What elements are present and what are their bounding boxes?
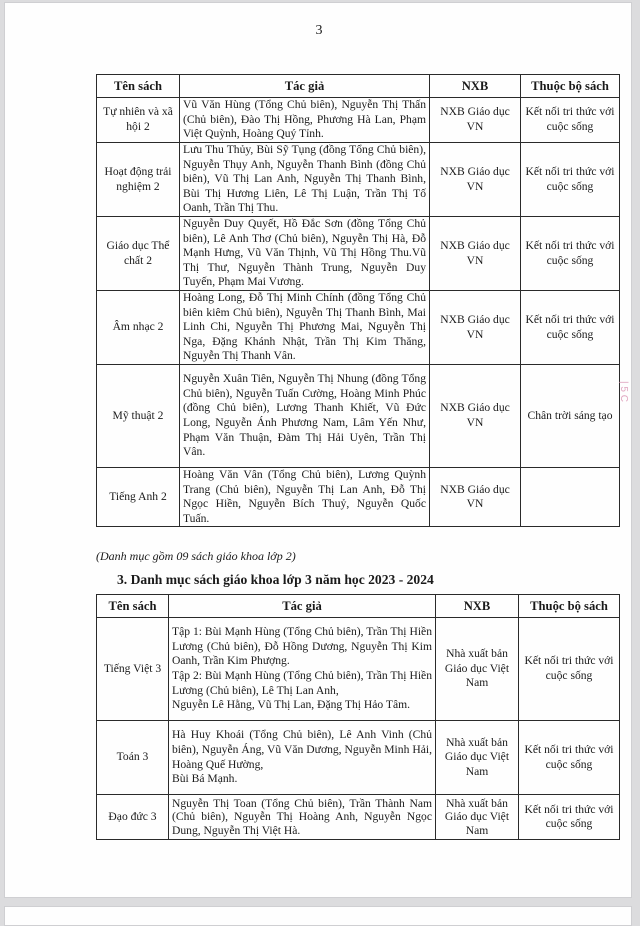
header-nxb: NXB xyxy=(436,595,519,618)
book-authors: Vũ Văn Hùng (Tổng Chủ biên), Nguyễn Thị Thấn (Chủ biên), Đào Thị Hồng, Phương Hà Lan, Phạm Việt Quỳnh, Hoàng Quý Tỉnh. xyxy=(180,98,430,143)
stamp-mark: | 5 C xyxy=(618,381,629,402)
book-name: Mỹ thuật 2 xyxy=(97,365,180,468)
section-heading: 3. Danh mục sách giáo khoa lớp 3 năm học 2023 - 2024 xyxy=(117,572,434,587)
textbook-table-grade-3 xyxy=(96,594,620,840)
book-series: Kết nối tri thức với cuộc sống xyxy=(519,795,620,840)
header-ten-sach: Tên sách xyxy=(97,75,180,98)
book-series: Kết nối tri thức với cuộc sống xyxy=(521,217,620,291)
book-publisher: Nhà xuất bản Giáo dục Việt Nam xyxy=(436,721,519,795)
header-tac-gia: Tác giả xyxy=(169,595,436,618)
book-name: Âm nhạc 2 xyxy=(97,291,180,365)
author-line: Tập 1: Bùi Mạnh Hùng (Tổng Chủ biên), Trần Thị Hiền Lương (Chủ biên), Đỗ Hồng Dương, Nguyễn Thị Kim Oanh, Trần Kim Phượng. xyxy=(172,625,432,668)
book-name: Toán 3 xyxy=(97,721,169,795)
book-series: Kết nối tri thức với cuộc sống xyxy=(521,98,620,143)
book-publisher: NXB Giáo dục VN xyxy=(430,143,521,217)
table-row xyxy=(97,365,620,468)
book-series: Chân trời sáng tạo xyxy=(521,365,620,468)
book-publisher: NXB Giáo dục VN xyxy=(430,98,521,143)
header-thuoc-bo-sach: Thuộc bộ sách xyxy=(519,595,620,618)
table-row xyxy=(97,795,620,840)
book-series xyxy=(521,468,620,527)
book-publisher: Nhà xuất bản Giáo dục Việt Nam xyxy=(436,618,519,721)
book-publisher: NXB Giáo dục VN xyxy=(430,468,521,527)
author-line: Nguyễn Thị Toan (Tổng Chủ biên), Trần Thành Nam (Chủ biên), Nguyễn Thị Hoàng Anh, Nguyễn Ngọc Dung, Nguyễn Thị Việt Hà. xyxy=(172,796,432,837)
book-series: Kết nối tri thức với cuộc sống xyxy=(519,618,620,721)
table-row xyxy=(97,618,620,721)
book-name: Tự nhiên và xã hội 2 xyxy=(97,98,180,143)
textbook-table-grade-2 xyxy=(96,74,620,527)
book-authors xyxy=(169,795,436,840)
book-authors: Hoàng Văn Vân (Tổng Chủ biên), Lương Quỳnh Trang (Chủ biên), Nguyễn Thị Lan Anh, Đỗ Thị Ngọc Hiền, Nguyễn Bích Thuỷ, Nguyễn Quốc Tuấn. xyxy=(180,468,430,527)
book-name: Giáo dục Thể chất 2 xyxy=(97,217,180,291)
next-page-edge xyxy=(4,906,632,926)
book-series: Kết nối tri thức với cuộc sống xyxy=(521,291,620,365)
table-header-row xyxy=(97,75,620,98)
book-name: Hoạt động trải nghiệm 2 xyxy=(97,143,180,217)
book-authors: Nguyễn Duy Quyết, Hồ Đắc Sơn (đồng Tổng Chủ biên), Lê Anh Thơ (Chủ biên), Nguyễn Thị Hà, Đỗ Mạnh Hưng, Vũ Văn Thịnh, Vũ Thị Hồng Thu.Vũ Thị Thư, Nguyễn Thành Trung, Nguyễn Duy Tuyến, Phạm Mai Vương. xyxy=(180,217,430,291)
author-line: Nguyễn Lê Hằng, Vũ Thị Lan, Đặng Thị Hảo Tâm. xyxy=(172,698,411,712)
table-row xyxy=(97,291,620,365)
page-number: 3 xyxy=(315,23,323,38)
author-line: Hà Huy Khoái (Tổng Chủ biên), Lê Anh Vinh (Chủ biên), Nguyễn Áng, Vũ Văn Dương, Nguyễn Minh Hải, Hoàng Quế Hường, xyxy=(172,728,432,771)
book-publisher: NXB Giáo dục VN xyxy=(430,217,521,291)
book-series: Kết nối tri thức với cuộc sống xyxy=(521,143,620,217)
book-authors: Nguyễn Xuân Tiên, Nguyễn Thị Nhung (đồng Tổng Chủ biên), Nguyễn Tuấn Cường, Hoàng Minh Phúc (đồng Chủ biên), Lương Thanh Khiết, Vũ Đức Long, Nguyễn Ánh Phương Nam, Lâm Yến Như, Phạm Văn Thuận, Đàm Thị Hải Uyên, Trần Thị Vân. xyxy=(180,365,430,468)
book-name: Đạo đức 3 xyxy=(97,795,169,840)
author-line: Bùi Bá Mạnh. xyxy=(172,772,238,786)
table-row xyxy=(97,721,620,795)
book-authors xyxy=(169,618,436,721)
book-authors: Hoàng Long, Đỗ Thị Minh Chính (đồng Tổng Chủ biên kiêm Chủ biên), Nguyễn Thị Thanh Bình, Mai Linh Chi, Nguyễn Thị Phương Mai, Nguyễn Thị Nga, Đặng Khánh Nhật, Trần Thị Kim Thăng, Nguyễn Thị Thanh Vân. xyxy=(180,291,430,365)
book-publisher: NXB Giáo dục VN xyxy=(430,291,521,365)
document-page xyxy=(4,2,632,898)
table-row xyxy=(97,143,620,217)
book-authors xyxy=(169,721,436,795)
book-series: Kết nối tri thức với cuộc sống xyxy=(519,721,620,795)
table-header-row xyxy=(97,595,620,618)
book-publisher: NXB Giáo dục VN xyxy=(430,365,521,468)
table-row xyxy=(97,468,620,527)
book-name: Tiếng Việt 3 xyxy=(97,618,169,721)
header-tac-gia: Tác giả xyxy=(180,75,430,98)
header-nxb: NXB xyxy=(430,75,521,98)
book-authors: Lưu Thu Thủy, Bùi Sỹ Tụng (đồng Tổng Chủ biên), Nguyễn Thụy Anh, Nguyễn Thanh Bình (đồng Chủ biên), Vũ Thị Lan Anh, Nguyễn Thị Thanh Bình, Bùi Thị Hương Liên, Lê Thị Luận, Trần Thị Tố Oanh, Trần Thị Thu. xyxy=(180,143,430,217)
book-publisher: Nhà xuất bản Giáo dục Việt Nam xyxy=(436,795,519,840)
author-line: Tập 2: Bùi Mạnh Hùng (Tổng Chủ biên), Trần Thị Hiền Lương (Chủ biên), Lê Thị Lan Anh, xyxy=(172,669,432,697)
table-note: (Danh mục gồm 09 sách giáo khoa lớp 2) xyxy=(96,549,296,563)
header-thuoc-bo-sach: Thuộc bộ sách xyxy=(521,75,620,98)
book-name: Tiếng Anh 2 xyxy=(97,468,180,527)
header-ten-sach: Tên sách xyxy=(97,595,169,618)
table-row xyxy=(97,98,620,143)
table-row xyxy=(97,217,620,291)
